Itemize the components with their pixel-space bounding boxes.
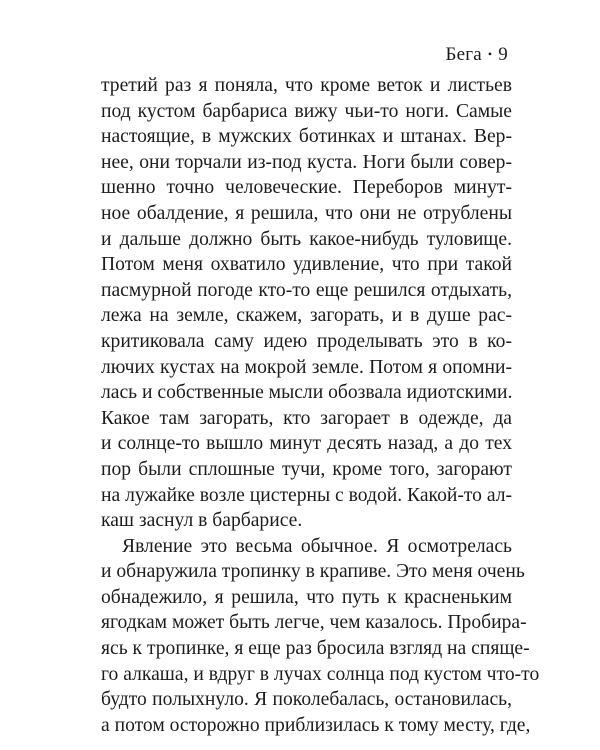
text-line: Явление это весьма обычное. Я осмотрелась: [122, 535, 512, 557]
text-line: будто полыхнуло. Я поколебалась, остановилась,: [101, 689, 512, 711]
text-line: Потом меня охватило удивление, что при такой: [101, 254, 512, 276]
text-line: на лужайке возле цистерны с водой. Какой-то ал-: [101, 484, 513, 506]
text-line: под кустом барбариса вижу чьи-то ноги. Самые: [101, 100, 512, 122]
text-line: ягодкам может быть легче, чем казалось. Пробира-: [101, 612, 527, 634]
text-line: и дальше должно быть какое-нибудь туловище.: [101, 228, 512, 250]
text-line: го алкаша, и вдруг в лучах солнца под кустом что-то: [101, 663, 540, 685]
text-line: каш заснул в барбарисе.: [101, 510, 303, 532]
text-line: пор были сплошные тучи, кроме того, загорают: [101, 458, 512, 480]
text-line: лежа на земле, скажем, загорать, и в душе рас-: [101, 305, 512, 327]
paragraph: [101, 73, 512, 534]
text-line: обнадежило, я решила, что путь к красненьким: [101, 586, 512, 608]
text-line: ясь к тропинке, я еще раз бросила взгляд на спяще-: [101, 638, 530, 660]
text-line: нее, они торчали из-под куста. Ноги были совер-: [101, 151, 512, 173]
text-line: Какое там загорать, кто загорает в одежде, да: [101, 407, 512, 429]
text-line: шенно точно человеческие. Переборов минут-: [101, 177, 512, 199]
header-separator: •: [487, 47, 493, 61]
chapter-title: Бега: [445, 44, 482, 65]
text-line: критиковала саму идею проделывать это в ко-: [101, 330, 512, 352]
text-line: ное обалдение, я решила, что они не отрублены: [101, 202, 512, 224]
text-line: пасмурной погоде кто-то еще решился отдыхать,: [101, 279, 512, 301]
text-line: лючих кустах на мокрой земле. Потом я опомни-: [101, 356, 512, 378]
paragraph: [101, 534, 540, 739]
text-line: и обнаружила тропинку в крапиве. Это меня очень: [101, 561, 525, 583]
body-text: [101, 73, 540, 738]
running-head: [446, 44, 508, 67]
text-line: настоящие, в мужских ботинках и штанах. Вер-: [101, 126, 512, 148]
text-line: и солнце-то вышло минут десять назад, а до тех: [101, 433, 512, 455]
text-line: лась и собственные мысли обозвала идиотскими.: [101, 382, 513, 404]
text-line: а потом осторожно приблизилась к тому месту, где,: [101, 714, 531, 736]
page-number: 9: [498, 44, 508, 65]
text-line: третий раз я поняла, что кроме веток и листьев: [101, 75, 512, 96]
